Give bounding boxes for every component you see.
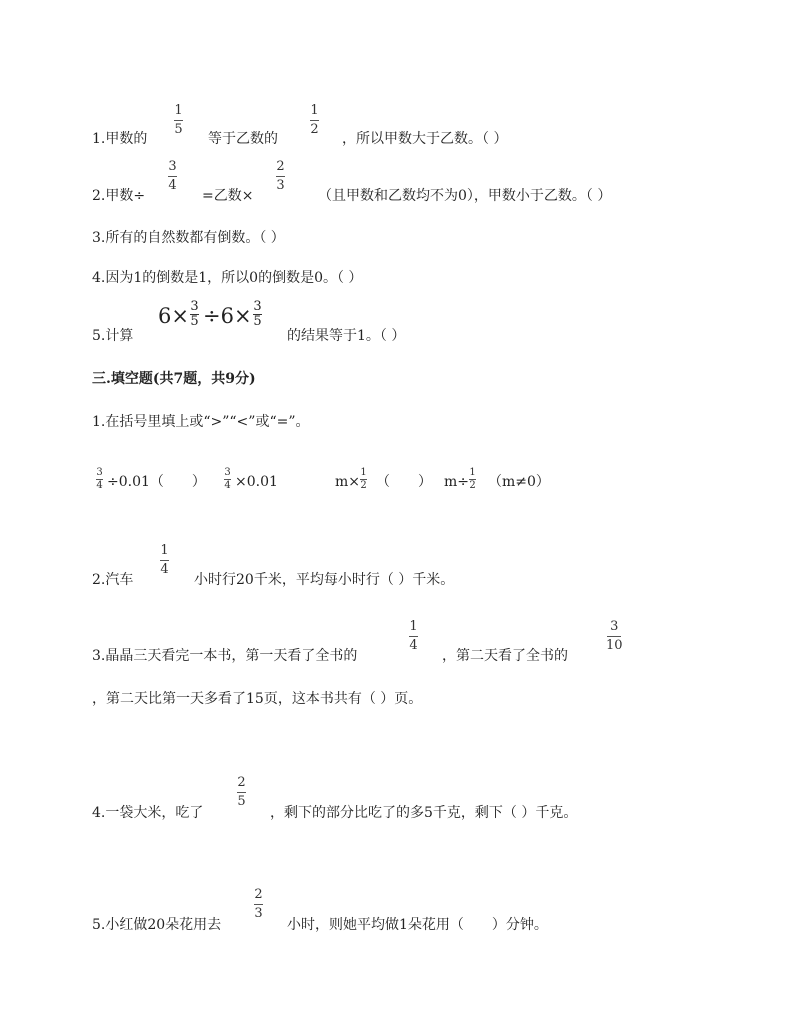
q3-1-p4-fraction <box>469 468 476 491</box>
q3-2-text-b: 小时行20千米，平均每小时行（ ）千米。 <box>194 572 455 588</box>
q2-2-text-c: （且甲数和乙数均不为0），甲数小于乙数。（ ） <box>318 188 612 204</box>
q2-3-text: 3.所有的自然数都有倒数。（ ） <box>92 230 285 246</box>
q3-1-p3-text: （ ） <box>376 474 432 490</box>
q2-2-fraction-2 <box>276 160 285 193</box>
q2-5-fraction-1 <box>190 301 199 328</box>
denominator: 4 <box>224 480 231 491</box>
denominator: 4 <box>168 178 177 193</box>
q3-1-p3-fraction <box>360 468 367 491</box>
q2-1-fraction-2 <box>310 104 319 137</box>
q2-1-text-c: ，所以甲数大于乙数。（ ） <box>342 131 508 147</box>
q2-1-text-a: 1.甲数的 <box>92 131 148 147</box>
q3-4-fraction <box>237 776 246 809</box>
q3-2-text-a: 2.汽车 <box>92 572 134 588</box>
q3-4-text-b: ，剩下的部分比吃了的多5千克，剩下（ ）千克。 <box>270 805 578 821</box>
q3-3-fraction-2 <box>606 620 623 653</box>
q3-3-text-c: ，第二天比第一天多看了15页，这本书共有（ ）页。 <box>92 691 423 707</box>
numerator: 3 <box>96 467 103 478</box>
q2-2-text-b: =乙数× <box>202 188 254 204</box>
q3-3-fraction-1 <box>409 620 418 653</box>
q2-1-text-b: 等于乙数的 <box>208 131 278 147</box>
denominator: 5 <box>237 794 246 809</box>
numerator: 3 <box>253 299 262 314</box>
q3-5-fraction <box>254 888 263 921</box>
q3-1-p1-text: ÷0.01（ ） <box>107 474 206 490</box>
numerator: 2 <box>276 159 285 174</box>
denominator: 3 <box>276 178 285 193</box>
section-3-heading: 三.填空题(共7题，共9分) <box>92 371 256 387</box>
q2-1-fraction-1 <box>174 104 183 137</box>
q2-5-text-c: 的结果等于1。（ ） <box>287 328 406 344</box>
numerator: 1 <box>409 619 418 634</box>
numerator: 3 <box>224 467 231 478</box>
numerator: 3 <box>610 619 619 634</box>
denominator: 4 <box>160 562 169 577</box>
q2-2-text-a: 2.甲数÷ <box>92 188 146 204</box>
numerator: 1 <box>160 543 169 558</box>
q3-4-text-a: 4.一袋大米，吃了 <box>92 805 204 821</box>
q3-1-p4-text: （m≠0） <box>488 474 550 490</box>
numerator: 1 <box>174 103 183 118</box>
q3-5-text-b: 小时，则她平均做1朵花用（ ）分钟。 <box>287 917 548 933</box>
q3-1-p1-fraction <box>96 468 103 491</box>
q3-3-text-a: 3.晶晶三天看完一本书，第一天看了全书的 <box>92 648 358 664</box>
denominator: 5 <box>174 122 183 137</box>
denominator: 2 <box>360 480 367 491</box>
denominator: 2 <box>310 122 319 137</box>
denominator: 3 <box>254 906 263 921</box>
numerator: 1 <box>360 467 367 478</box>
q3-3-text-b: ，第二天看了全书的 <box>442 648 568 664</box>
denominator: 4 <box>409 638 418 653</box>
q3-1-p2-text: ×0.01 <box>235 474 278 490</box>
q3-1-text: 1.在括号里填上或“>”“<”或“=”。 <box>92 414 310 430</box>
q2-5-expr-2: ÷6× <box>203 304 252 328</box>
denominator: 5 <box>253 314 262 329</box>
q2-5-text-a: 5.计算 <box>92 328 134 344</box>
q2-4-text: 4.因为1的倒数是1，所以0的倒数是0。（ ） <box>92 270 363 286</box>
q3-2-fraction <box>160 544 169 577</box>
q3-1-p3-text-a: m× <box>335 474 361 490</box>
q3-5-text-a: 5.小红做20朵花用去 <box>92 917 222 933</box>
denominator: 5 <box>190 314 199 329</box>
denominator: 4 <box>96 480 103 491</box>
numerator: 1 <box>310 103 319 118</box>
q3-1-p2-fraction <box>224 468 231 491</box>
q2-2-fraction-1 <box>168 160 177 193</box>
q3-1-p4-text-a: m÷ <box>444 474 470 490</box>
q2-5-expr-1: 6× <box>158 304 189 328</box>
numerator: 1 <box>469 467 476 478</box>
numerator: 2 <box>254 887 263 902</box>
denominator: 10 <box>606 638 623 653</box>
numerator: 2 <box>237 775 246 790</box>
numerator: 3 <box>190 299 199 314</box>
denominator: 2 <box>469 480 476 491</box>
q2-5-fraction-2 <box>253 301 262 328</box>
numerator: 3 <box>168 159 177 174</box>
